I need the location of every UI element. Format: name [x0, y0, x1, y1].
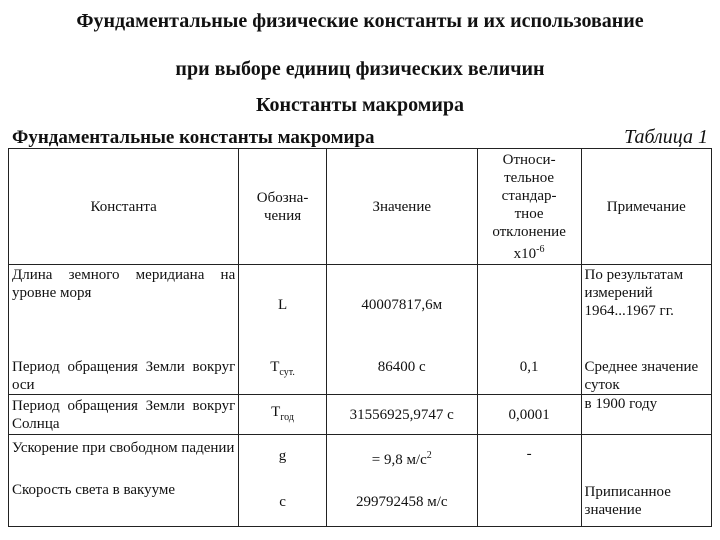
page-subtitle: при выборе единиц физических величин: [175, 58, 545, 80]
constant-earth-orbit-period: Период обращения Земли вокруг Солнца: [9, 395, 239, 435]
table-caption: Фундаментальные константы макромира: [12, 127, 375, 148]
cell-deviation: [477, 265, 581, 395]
cell-note: [581, 265, 711, 395]
header-deviation-line-5: отклонение: [492, 223, 566, 240]
page-title: Фундаментальные физические константы и их использование: [76, 10, 644, 32]
header-deviation: [477, 149, 581, 265]
cell-deviation: [477, 435, 581, 527]
note-earth-orbit-period: в 1900 году: [581, 395, 711, 435]
note-meridian-length: По результатам измерений 1964...1967 гг.: [584, 266, 684, 319]
table-header-row: [9, 149, 712, 265]
symbol-earth-rotation-letter: T: [270, 358, 280, 375]
header-deviation-line-4: тное: [514, 205, 544, 222]
symbol-earth-rotation-period: [242, 358, 323, 382]
value-free-fall-acceleration: [330, 447, 474, 469]
cell-constant: [9, 265, 239, 395]
note-speed-of-light: Приписанное значение: [584, 483, 671, 518]
symbol-earth-orbit-letter: T: [271, 403, 281, 420]
constant-speed-of-light: Скорость света в вакууме: [12, 481, 176, 498]
header-symbol-line-2: чения: [263, 207, 302, 224]
table-number: Таблица 1: [624, 126, 708, 148]
table-row: [9, 395, 712, 435]
header-symbol: [239, 149, 327, 265]
header-symbol-line-1: Обозна-: [256, 189, 309, 206]
symbol-speed-of-light: c: [279, 493, 286, 510]
header-deviation-unit: x10: [513, 245, 537, 262]
symbol-meridian-length: L: [277, 296, 288, 313]
symbol-earth-rotation-subscript: сут.: [279, 366, 295, 378]
value-free-fall-exponent: 2: [426, 449, 432, 461]
deviation-free-fall-acceleration: -: [526, 445, 532, 462]
symbol-free-fall-acceleration: g: [278, 447, 287, 464]
header-deviation-line-1: Относи-: [502, 151, 556, 168]
cell-value: [326, 265, 477, 395]
constant-meridian-length: Длина земного меридиана на уровне моря: [12, 266, 236, 301]
deviation-earth-orbit-period: 0,0001: [477, 395, 581, 435]
deviation-earth-rotation-period: 0,1: [519, 358, 539, 375]
value-speed-of-light: 299792458 м/с: [355, 493, 448, 510]
table-row: [9, 435, 712, 527]
header-deviation-line-6: [481, 241, 578, 263]
cell-value: [326, 435, 477, 527]
cell-note: [581, 435, 711, 527]
section-title: Константы макромира: [256, 94, 464, 116]
cell-symbol: [239, 435, 327, 527]
cell-symbol: [239, 265, 327, 395]
value-earth-orbit-period: 31556925,9747 с: [326, 395, 477, 435]
header-value: Значение: [326, 149, 477, 265]
symbol-earth-orbit-period: [239, 395, 327, 435]
constant-earth-rotation-period: Период обращения Земли вокруг оси: [12, 358, 236, 393]
header-note: Примечание: [581, 149, 711, 265]
header-deviation-line-3: стандар-: [501, 187, 557, 204]
header-deviation-line-2: тельное: [504, 169, 555, 186]
value-free-fall-number: = 9,8 м/с: [371, 451, 427, 468]
table-row: [9, 265, 712, 395]
value-earth-rotation-period: 86400 с: [377, 358, 426, 375]
constants-table: [8, 148, 712, 527]
header-deviation-exponent: -6: [536, 243, 545, 255]
cell-constant: [9, 435, 239, 527]
constant-free-fall-acceleration: Ускорение при свободном падении: [12, 439, 235, 456]
symbol-earth-orbit-subscript: год: [280, 411, 294, 423]
value-meridian-length: 40007817,6м: [361, 296, 443, 313]
note-earth-rotation-period: Среднее значение суток: [584, 358, 699, 393]
header-constant: Константа: [9, 149, 239, 265]
